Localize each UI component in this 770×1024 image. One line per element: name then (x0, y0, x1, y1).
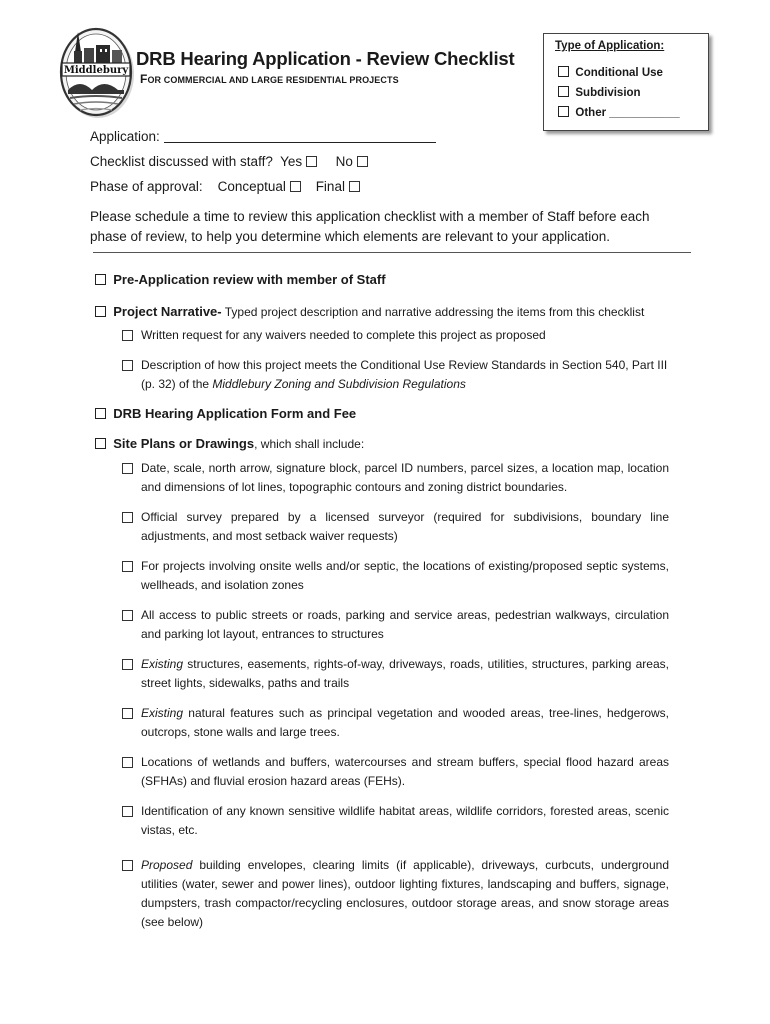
site-item-body: Official survey prepared by a licensed surveyor (required for subdivisions, boundary line adjustments, and most setback waiver requests) (141, 510, 669, 543)
site-item-text (141, 655, 669, 693)
option-other[interactable] (558, 106, 680, 119)
site-item-em: Proposed (141, 858, 193, 872)
item-standards-description[interactable] (122, 356, 672, 396)
option-label: Other ___________ (575, 107, 680, 119)
option-subdivision[interactable] (558, 86, 641, 99)
final-label: Final (315, 179, 345, 194)
application-type-box (543, 33, 709, 131)
option-label: Subdivision (575, 87, 641, 99)
checkbox-conditional-use[interactable] (558, 66, 569, 77)
site-item-checkbox[interactable] (122, 860, 133, 871)
item-project-narrative[interactable] (95, 304, 644, 319)
narrative-bold-label: Project Narrative- (113, 304, 222, 319)
standards-description-text (141, 356, 669, 394)
site-item[interactable] (122, 459, 672, 499)
site-item-checkbox[interactable] (122, 610, 133, 621)
item-site-plans[interactable] (95, 436, 364, 451)
site-item-body: building envelopes, clearing limits (if applicable), driveways, curbcuts, underground utilities (water, sewer and power lines), outdoor lighting fixtures, landscaping and buffers, signage, dumpsters, trash compactor/recycling enclosures, outdoor storage areas, and snow storage areas (see below) (141, 858, 669, 929)
site-item-body: natural features such as principal vegetation and wooded areas, tree-lines, hedgerows, outcrops, stone walls and large trees. (141, 706, 669, 739)
site-item-checkbox[interactable] (122, 757, 133, 768)
site-item-body: For projects involving onsite wells and/or septic, the locations of existing/proposed septic systems, wellheads, and isolation zones (141, 559, 669, 592)
site-item-checkbox[interactable] (122, 806, 133, 817)
subtitle-rest: OR COMMERCIAL AND LARGE RESIDENTIAL PROJECTS (147, 75, 399, 85)
seal-text: Middlebury (63, 65, 129, 76)
site-item[interactable] (122, 655, 672, 695)
checkbox-project-narrative[interactable] (95, 306, 106, 317)
site-item-body: Date, scale, north arrow, signature block, parcel ID numbers, parcel sizes, a location map, location and dimensions of lot lines, topographic contours and zoning district boundaries. (141, 461, 669, 494)
site-item-text (141, 802, 669, 840)
checkbox-drb-form[interactable] (95, 408, 106, 419)
subtitle-initial: F (140, 72, 148, 86)
phase-row (90, 179, 360, 194)
site-item[interactable] (122, 606, 672, 646)
option-conditional-use[interactable] (558, 66, 663, 79)
site-item-text (141, 753, 669, 791)
application-field-row (90, 129, 436, 144)
site-item[interactable] (122, 802, 672, 842)
pre-application-label: Pre-Application review with member of Staff (113, 272, 386, 287)
intro-paragraph: Please schedule a time to review this application checklist with a member of Staff before each phase of review, to help you determine which elements are relevant to your application. (90, 209, 650, 244)
page-title: DRB Hearing Application - Review Checklist (136, 48, 515, 69)
item-pre-application[interactable] (95, 272, 386, 287)
checkbox-subdivision[interactable] (558, 86, 569, 97)
site-item[interactable] (122, 557, 672, 597)
conceptual-checkbox[interactable] (290, 181, 301, 192)
site-plans-rest: , which shall include: (254, 437, 365, 451)
site-item-text (141, 459, 669, 497)
site-item[interactable] (122, 508, 672, 548)
standards-text-a: Description of how this project meets the Conditional Use Review Standards in Section 540, Part III (p. 32) of the (141, 358, 668, 391)
no-checkbox[interactable] (357, 156, 368, 167)
checkbox-other[interactable] (558, 106, 569, 117)
checkbox-pre-application[interactable] (95, 274, 106, 285)
checkbox-standards-description[interactable] (122, 360, 133, 371)
divider (93, 252, 691, 253)
page-subtitle (140, 72, 399, 86)
site-item-checkbox[interactable] (122, 561, 133, 572)
site-item-checkbox[interactable] (122, 463, 133, 474)
phase-label: Phase of approval: (90, 179, 203, 194)
yes-label: Yes (280, 154, 303, 169)
staff-discussion-row (90, 154, 368, 169)
site-item-text (141, 704, 669, 742)
site-item-text (141, 557, 669, 595)
final-checkbox[interactable] (349, 181, 360, 192)
site-item-em: Existing (141, 657, 184, 671)
site-item[interactable] (122, 753, 672, 793)
site-item-checkbox[interactable] (122, 512, 133, 523)
site-item-checkbox[interactable] (122, 708, 133, 719)
site-item[interactable] (122, 704, 672, 744)
site-item-body: All access to public streets or roads, parking and service areas, pedestrian walkways, circulation and parking lot layout, entrances to structures (141, 608, 669, 641)
site-item-text (141, 508, 669, 546)
site-plans-label: Site Plans or Drawings (113, 436, 255, 451)
site-item-em: Existing (141, 706, 184, 720)
narrative-description: Typed project description and narrative addressing the items from this checklist (221, 305, 645, 319)
yes-checkbox[interactable] (306, 156, 317, 167)
site-item-text (141, 856, 669, 932)
middlebury-seal-logo (56, 18, 136, 122)
site-item[interactable] (122, 856, 672, 936)
drb-form-label: DRB Hearing Application Form and Fee (113, 406, 357, 421)
item-drb-form[interactable] (95, 406, 356, 421)
site-item-checkbox[interactable] (122, 659, 133, 670)
site-item-body: Locations of wetlands and buffers, watercourses and stream buffers, special flood hazard areas (SFHAs) and fluvial erosion hazard areas (FEHs). (141, 755, 669, 788)
conceptual-label: Conceptual (217, 179, 286, 194)
site-item-text (141, 606, 669, 644)
no-label: No (335, 154, 353, 169)
application-type-title: Type of Application: (555, 40, 665, 52)
regulations-title: Middlebury Zoning and Subdivision Regulations (212, 377, 466, 391)
application-input-line[interactable] (164, 130, 436, 143)
item-waivers[interactable] (122, 326, 672, 346)
application-label: Application: (90, 129, 160, 144)
site-item-body: Identification of any known sensitive wildlife habitat areas, wildlife corridors, forested areas, scenic vistas, etc. (141, 804, 669, 837)
checkbox-site-plans[interactable] (95, 438, 106, 449)
checkbox-waivers[interactable] (122, 330, 133, 341)
option-label: Conditional Use (575, 67, 663, 79)
staff-label: Checklist discussed with staff? (90, 154, 273, 169)
site-item-body: structures, easements, rights-of-way, driveways, roads, utilities, structures, parking areas, street lights, sidewalks, paths and trails (141, 657, 669, 690)
waivers-text: Written request for any waivers needed to complete this project as proposed (141, 328, 546, 342)
